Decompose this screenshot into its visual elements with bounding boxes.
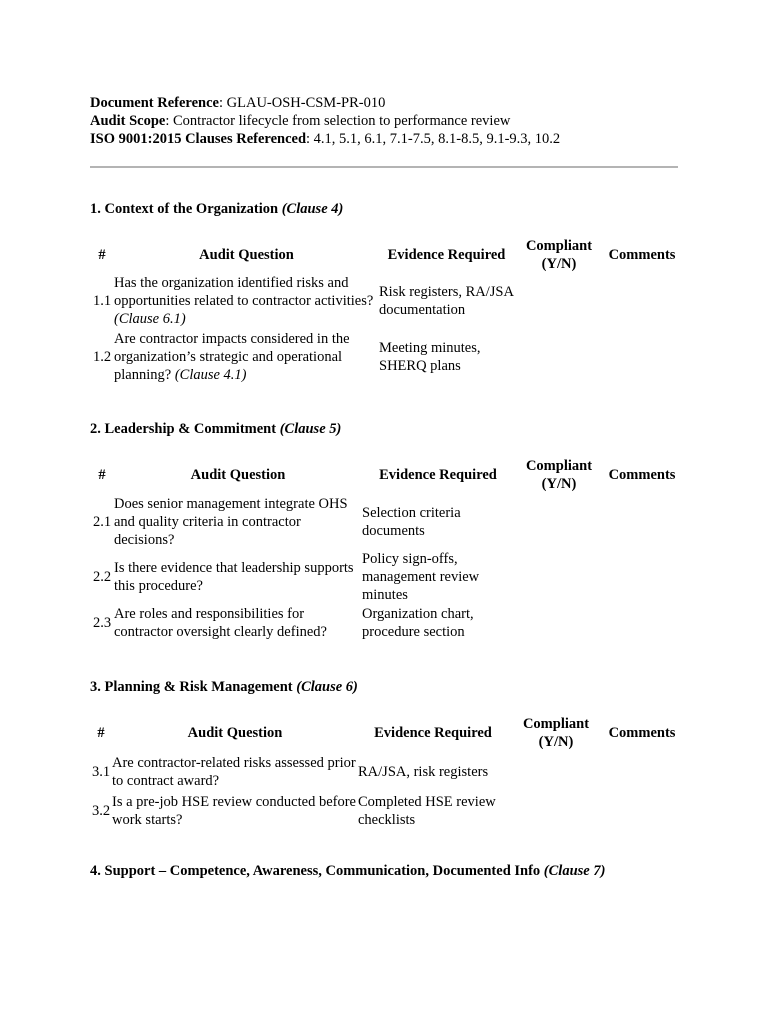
header-question: Audit Question <box>190 467 286 483</box>
row-question: Is a pre-job HSE review conducted before work starts? <box>112 794 356 828</box>
row-comments <box>604 604 680 642</box>
iso-clauses <box>90 130 678 148</box>
row-comments <box>604 329 680 385</box>
header-evidence: Evidence Required <box>387 247 506 263</box>
section-3-table <box>90 714 680 830</box>
audit-scope-label: Audit Scope <box>90 113 166 129</box>
table-row <box>90 604 680 642</box>
table-row <box>90 329 680 385</box>
row-num: 2.3 <box>92 615 112 631</box>
header-num: # <box>97 725 105 741</box>
document-reference-value: : GLAU-OSH-CSM-PR-010 <box>218 95 386 111</box>
row-compliant <box>508 752 604 792</box>
table-header-row <box>90 714 680 752</box>
table-row <box>90 792 680 830</box>
row-evidence: Risk registers, RA/JSA documentation <box>379 284 514 318</box>
header-compliant: Compliant (Y/N) <box>525 458 593 492</box>
audit-scope <box>90 112 678 130</box>
document-reference <box>90 94 678 112</box>
section-3-title: 3. Planning & Risk Management (Clause 6) <box>90 679 358 695</box>
row-question: Has the organization identified risks and opportunities related to contractor activities? (Clause 6.1) <box>114 275 374 327</box>
header-question: Audit Question <box>199 247 294 263</box>
row-evidence: RA/JSA, risk registers <box>358 764 489 780</box>
row-comments <box>604 494 680 550</box>
row-num: 2.2 <box>92 569 112 585</box>
row-compliant <box>514 273 604 329</box>
row-num: 3.2 <box>91 803 111 819</box>
row-comments <box>604 550 680 604</box>
row-comments <box>604 752 680 792</box>
header-num: # <box>98 247 106 263</box>
section-2-title: 2. Leadership & Commitment (Clause 5) <box>90 421 342 437</box>
header-comments: Comments <box>608 467 676 483</box>
row-compliant <box>508 792 604 830</box>
row-evidence: Selection criteria documents <box>362 505 461 539</box>
row-num: 3.1 <box>91 764 111 780</box>
row-compliant <box>514 329 604 385</box>
header-evidence: Evidence Required <box>379 467 497 483</box>
row-compliant <box>514 494 604 550</box>
row-evidence: Meeting minutes, SHERQ plans <box>379 340 481 374</box>
table-row <box>90 494 680 550</box>
row-question: Is there evidence that leadership supports this procedure? <box>114 560 354 594</box>
section-2-table <box>90 456 680 642</box>
table-row <box>90 273 680 329</box>
header-comments: Comments <box>608 247 676 263</box>
iso-clauses-label: ISO 9001:2015 Clauses Referenced <box>90 131 307 147</box>
section-1-title: 1. Context of the Organization (Clause 4) <box>90 201 344 217</box>
row-question: Does senior management integrate OHS and quality criteria in contractor decisions? <box>114 496 348 548</box>
header-question: Audit Question <box>187 725 283 741</box>
row-num: 1.2 <box>92 349 112 365</box>
audit-scope-value: : Contractor lifecycle from selection to performance review <box>165 113 511 129</box>
table-row <box>90 550 680 604</box>
header-comments: Comments <box>608 725 676 741</box>
header-compliant: Compliant (Y/N) <box>525 238 593 272</box>
row-comments <box>604 273 680 329</box>
row-comments <box>604 792 680 830</box>
table-header-row <box>90 456 680 494</box>
section-1-table <box>90 237 680 385</box>
iso-clauses-value: : 4.1, 5.1, 6.1, 7.1-7.5, 8.1-8.5, 9.1-9.3, 10.2 <box>306 131 561 147</box>
row-compliant <box>514 604 604 642</box>
row-compliant <box>514 550 604 604</box>
horizontal-rule <box>90 166 678 168</box>
row-evidence: Completed HSE review checklists <box>358 794 496 828</box>
row-evidence: Organization chart, procedure section <box>362 606 474 640</box>
row-num: 1.1 <box>92 293 112 309</box>
table-row <box>90 752 680 792</box>
header-evidence: Evidence Required <box>374 725 492 741</box>
document-reference-label: Document Reference <box>90 95 219 111</box>
header-compliant: Compliant (Y/N) <box>522 716 590 750</box>
row-question: Are roles and responsibilities for contractor oversight clearly defined? <box>114 606 327 640</box>
row-question: Are contractor-related risks assessed prior to contract award? <box>112 755 356 789</box>
header-num: # <box>98 467 106 483</box>
document-page <box>90 94 678 879</box>
row-evidence: Policy sign-offs, management review minutes <box>362 551 480 603</box>
section-4-title: 4. Support – Competence, Awareness, Communication, Documented Info (Clause 7) <box>90 863 606 879</box>
table-header-row <box>90 237 680 273</box>
row-question: Are contractor impacts considered in the organization’s strategic and operational planning? (Clause 4.1) <box>114 331 350 383</box>
row-num: 2.1 <box>92 514 112 530</box>
